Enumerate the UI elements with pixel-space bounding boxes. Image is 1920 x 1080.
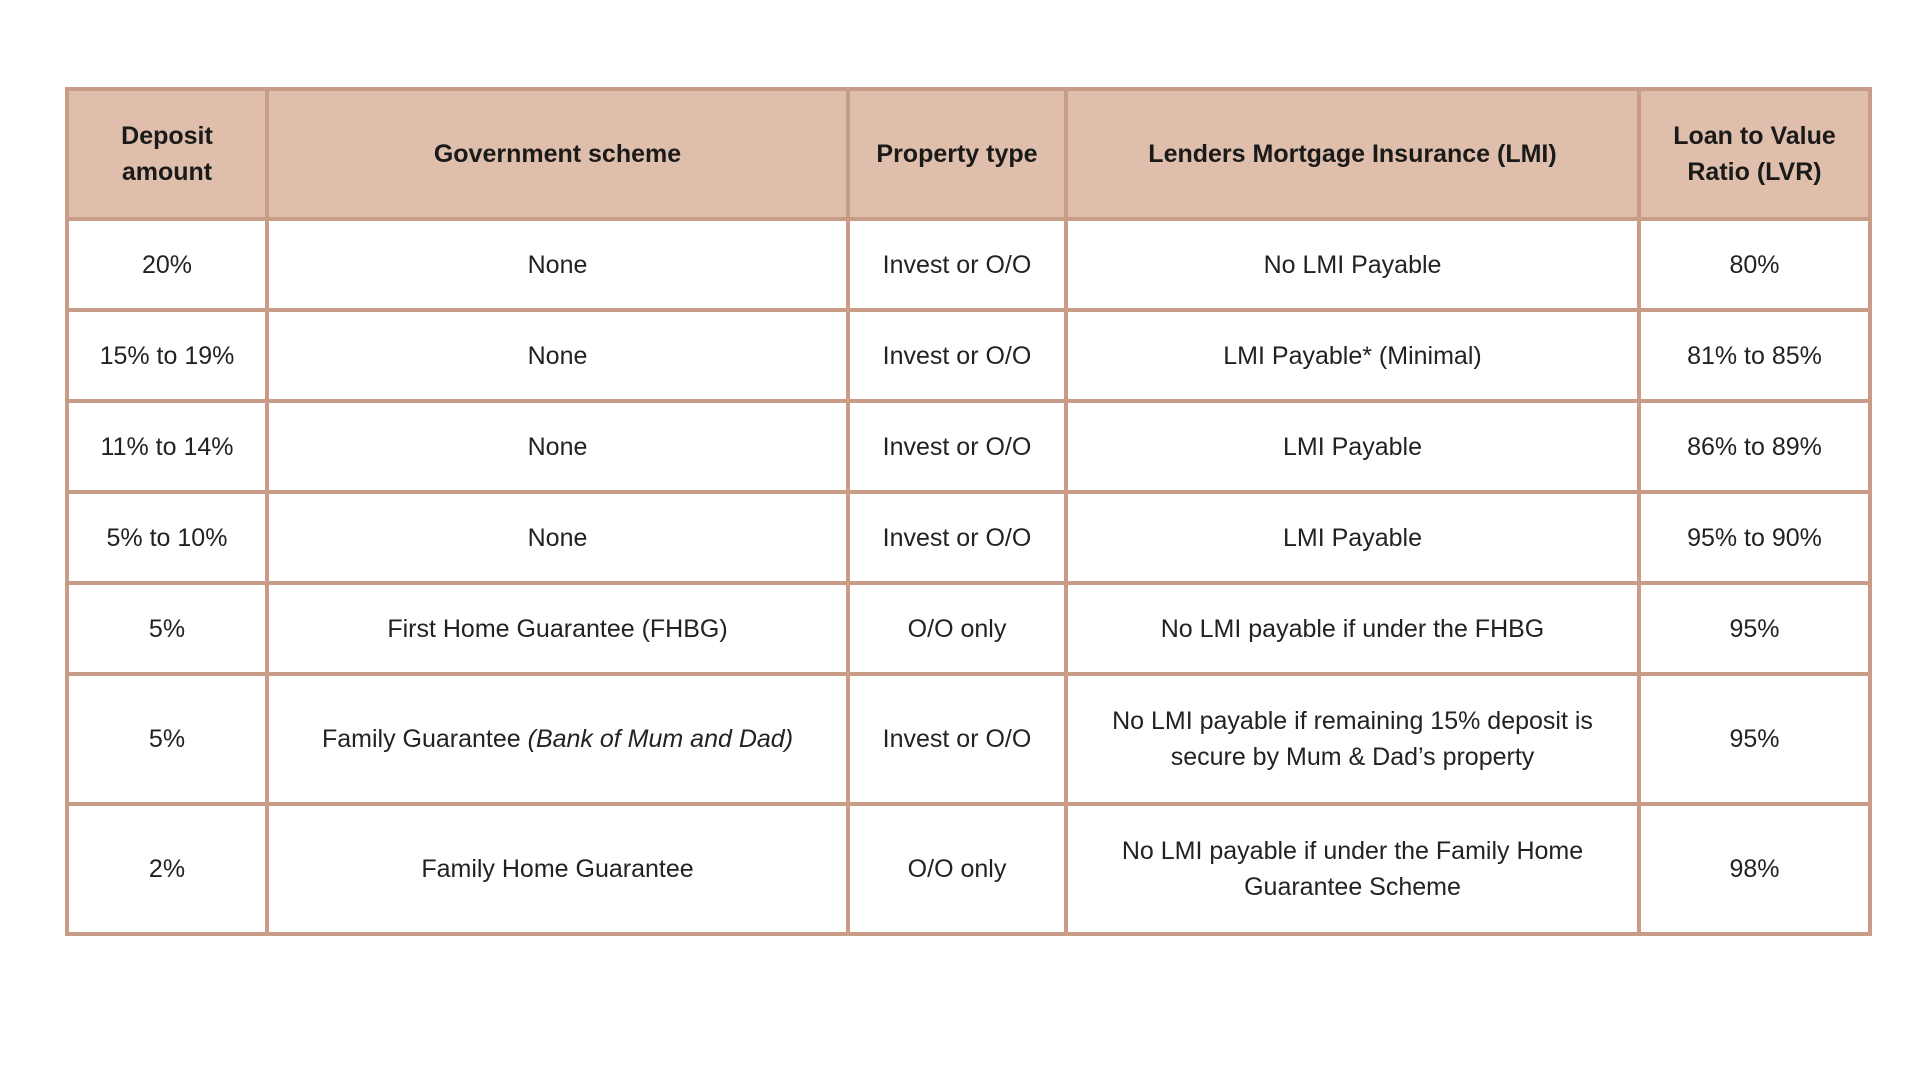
cell-lvr: 95% — [1639, 583, 1870, 674]
cell-scheme: Family Home Guarantee — [267, 804, 848, 934]
scheme-name: Family Guarantee — [321, 725, 521, 753]
table-row — [67, 219, 1870, 310]
deposit-lvr-table-container — [65, 87, 1868, 936]
cell-deposit: 5% — [67, 583, 267, 674]
table-row — [67, 804, 1870, 934]
cell-property-type: Invest or O/O — [848, 674, 1066, 804]
cell-lvr: 98% — [1639, 804, 1870, 934]
cell-lmi: No LMI payable if under the Family Home Guarantee Scheme — [1066, 804, 1639, 934]
table-header-row — [67, 89, 1870, 219]
cell-scheme: None — [267, 310, 848, 401]
cell-lvr: 95% — [1639, 674, 1870, 804]
table-row — [67, 401, 1870, 492]
scheme-note: (Bank of Mum and Dad) — [527, 725, 794, 753]
cell-lvr: 81% to 85% — [1639, 310, 1870, 401]
cell-lmi: No LMI payable if under the FHBG — [1066, 583, 1639, 674]
cell-deposit: 11% to 14% — [67, 401, 267, 492]
cell-property-type: O/O only — [848, 804, 1066, 934]
header-lmi: Lenders Mortgage Insurance (LMI) — [1066, 89, 1639, 219]
table-row — [67, 310, 1870, 401]
cell-property-type: O/O only — [848, 583, 1066, 674]
cell-property-type: Invest or O/O — [848, 401, 1066, 492]
header-lvr: Loan to Value Ratio (LVR) — [1639, 89, 1870, 219]
table-row — [67, 583, 1870, 674]
cell-lmi: LMI Payable — [1066, 401, 1639, 492]
cell-scheme: First Home Guarantee (FHBG) — [267, 583, 848, 674]
cell-lvr: 80% — [1639, 219, 1870, 310]
header-government-scheme: Government scheme — [267, 89, 848, 219]
cell-deposit: 5% — [67, 674, 267, 804]
cell-property-type: Invest or O/O — [848, 492, 1066, 583]
cell-lmi: No LMI payable if remaining 15% deposit is secure by Mum & Dad’s property — [1066, 674, 1639, 804]
cell-deposit: 15% to 19% — [67, 310, 267, 401]
cell-deposit: 2% — [67, 804, 267, 934]
header-property-type: Property type — [848, 89, 1066, 219]
deposit-lvr-table — [65, 87, 1872, 936]
cell-scheme — [267, 674, 848, 804]
table-row — [67, 492, 1870, 583]
cell-scheme: None — [267, 219, 848, 310]
cell-property-type: Invest or O/O — [848, 310, 1066, 401]
cell-lmi: LMI Payable — [1066, 492, 1639, 583]
cell-deposit: 20% — [67, 219, 267, 310]
cell-property-type: Invest or O/O — [848, 219, 1066, 310]
cell-scheme: None — [267, 492, 848, 583]
cell-lvr: 86% to 89% — [1639, 401, 1870, 492]
cell-lmi: No LMI Payable — [1066, 219, 1639, 310]
cell-lvr: 95% to 90% — [1639, 492, 1870, 583]
header-deposit-amount: Deposit amount — [67, 89, 267, 219]
cell-deposit: 5% to 10% — [67, 492, 267, 583]
cell-lmi: LMI Payable* (Minimal) — [1066, 310, 1639, 401]
cell-scheme: None — [267, 401, 848, 492]
table-row — [67, 674, 1870, 804]
